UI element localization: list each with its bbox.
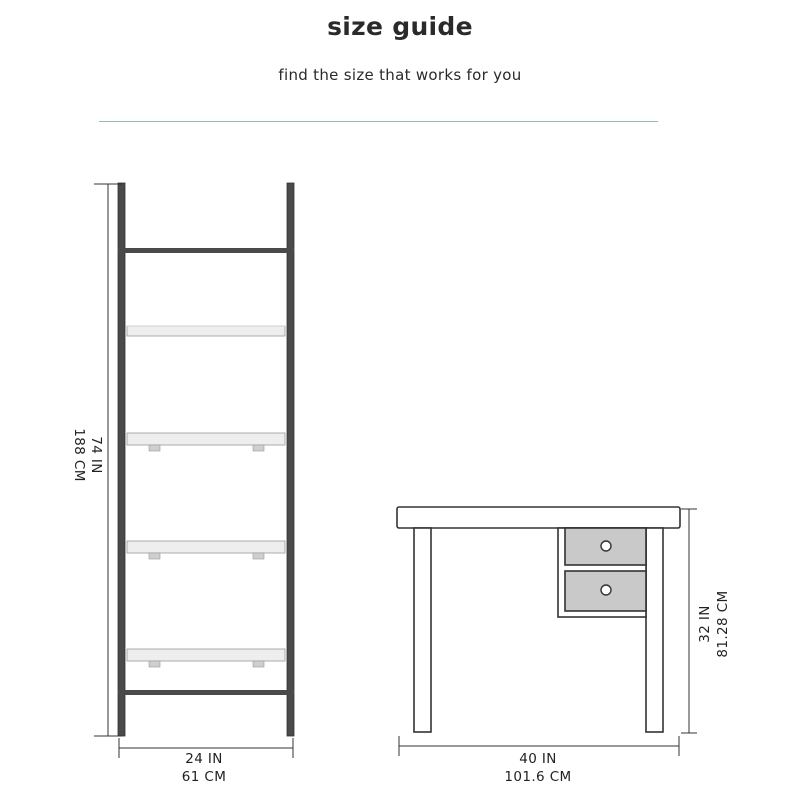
shelf-right-leg [287, 183, 294, 736]
shelf-board [127, 326, 285, 336]
shelf-height-in: 74 IN [88, 436, 104, 474]
shelf-width-in: 24 IN [185, 751, 223, 767]
shelf-height-cm: 188 CM [71, 428, 87, 482]
page-title: size guide [327, 12, 473, 41]
desk-top [397, 507, 680, 528]
desk-width-cm: 101.6 CM [504, 769, 572, 785]
drawer-knob [601, 585, 611, 595]
desk-right-leg [646, 528, 663, 732]
drawer-knob [601, 541, 611, 551]
desk-height-dimension [681, 509, 697, 733]
ladder-shelf [118, 183, 294, 736]
shelf-board [127, 433, 285, 451]
shelf-bottom-bar [118, 690, 294, 695]
shelf-board [127, 649, 285, 667]
shelf-board [127, 541, 285, 559]
desk-left-leg [414, 528, 431, 732]
shelf-left-leg [118, 183, 125, 736]
shelf-top-bar [118, 248, 294, 253]
desk-height-in: 32 IN [697, 605, 713, 643]
page-subtitle: find the size that works for you [278, 66, 522, 84]
desk-height-cm: 81.28 CM [715, 590, 731, 658]
desk [397, 507, 680, 732]
shelf-width-cm: 61 CM [181, 769, 227, 785]
desk-width-in: 40 IN [519, 751, 557, 767]
